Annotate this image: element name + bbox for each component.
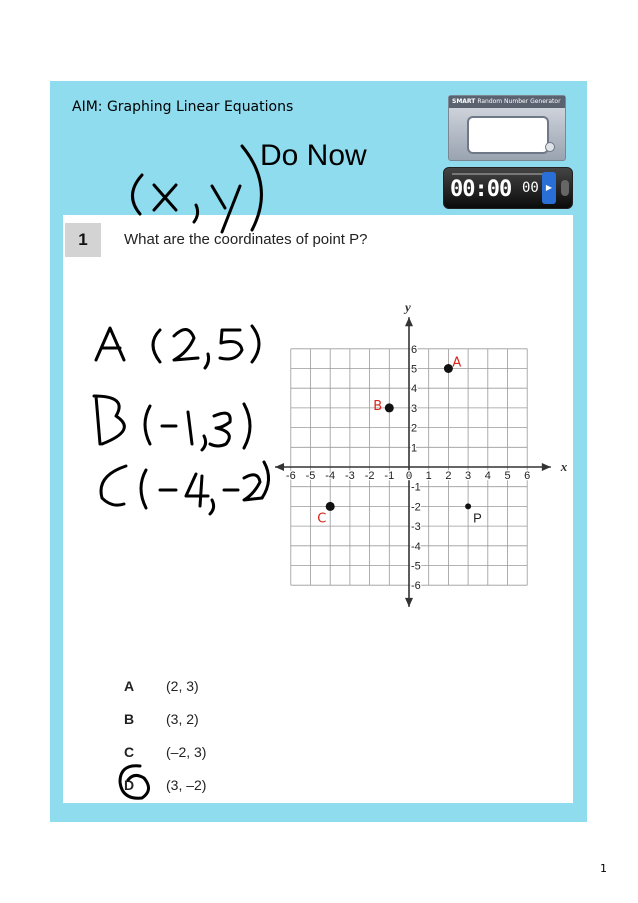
option-letter-a: A	[124, 678, 135, 694]
smart-logo: SMART	[452, 98, 476, 105]
option-letter-c: C	[124, 744, 135, 760]
point-c	[326, 502, 335, 511]
do-now-title: Do Now	[260, 139, 367, 172]
y-tick-label: 5	[411, 363, 418, 376]
timer-knob[interactable]	[561, 180, 569, 196]
y-tick-label: 2	[411, 422, 418, 435]
play-icon[interactable]: ▶	[542, 172, 556, 204]
rng-title: Random Number Generator	[477, 98, 561, 105]
x-tick-label: 1	[425, 470, 432, 482]
y-tick-label: -5	[411, 560, 421, 573]
y-axis-arrow-icon	[405, 598, 413, 607]
x-tick-label: -1	[384, 470, 395, 482]
y-tick-label: -6	[411, 580, 421, 593]
point-p	[465, 503, 471, 509]
x-axis-label: x	[560, 459, 568, 474]
point-label-c: C	[317, 511, 327, 527]
timer-hundredths: 00	[522, 180, 539, 196]
random-number-generator-widget[interactable]	[448, 95, 566, 161]
option-value-a: (2, 3)	[166, 678, 199, 694]
y-tick-label: -4	[411, 540, 421, 553]
x-tick-label: 5	[504, 470, 511, 482]
x-tick-label: -3	[345, 470, 355, 482]
question-text: What are the coordinates of point P?	[124, 231, 368, 248]
timer-time: 00:00	[450, 177, 512, 202]
x-tick-label: -5	[305, 470, 316, 482]
point-label-p: P	[473, 510, 482, 526]
y-tick-label: 6	[411, 343, 418, 356]
question-number: 1	[65, 223, 101, 257]
page-number: 1	[600, 862, 607, 875]
timer-slider-track[interactable]	[452, 173, 544, 175]
y-tick-label: 3	[411, 402, 418, 415]
point-b	[385, 403, 394, 412]
timer-widget[interactable]	[443, 167, 573, 209]
question-card	[63, 215, 573, 803]
x-axis-arrow-icon	[542, 463, 551, 471]
x-tick-label: 3	[465, 470, 472, 482]
x-tick-label: 6	[524, 470, 531, 482]
rng-display	[467, 116, 549, 154]
option-value-d: (3, –2)	[166, 777, 207, 793]
y-tick-label: 1	[411, 442, 418, 455]
y-axis-label: y	[405, 299, 411, 315]
option-value-b: (3, 2)	[166, 711, 199, 727]
x-tick-label: 2	[445, 470, 452, 482]
y-axis-arrow-icon	[405, 317, 413, 326]
x-tick-label: -2	[364, 470, 375, 482]
point-label-a: A	[452, 355, 462, 371]
rng-title-bar	[449, 96, 565, 108]
x-tick-label: 4	[484, 470, 491, 482]
y-tick-label: -2	[411, 501, 421, 514]
x-tick-label: -4	[325, 470, 336, 482]
x-tick-label: 0	[405, 470, 413, 482]
y-tick-label: 4	[411, 383, 418, 396]
coordinate-grid	[63, 215, 573, 685]
aim-heading: AIM: Graphing Linear Equations	[72, 99, 294, 115]
point-label-b: B	[373, 398, 383, 414]
slide	[50, 81, 587, 822]
rng-generate-button[interactable]	[545, 142, 555, 152]
y-tick-label: -1	[411, 481, 421, 494]
option-letter-b: B	[124, 711, 135, 727]
option-value-c: (–2, 3)	[166, 744, 207, 760]
y-tick-label: -3	[411, 521, 421, 534]
x-axis-arrow-icon	[275, 463, 284, 471]
option-letter-d: D	[124, 777, 135, 793]
x-tick-label: -6	[285, 470, 296, 482]
